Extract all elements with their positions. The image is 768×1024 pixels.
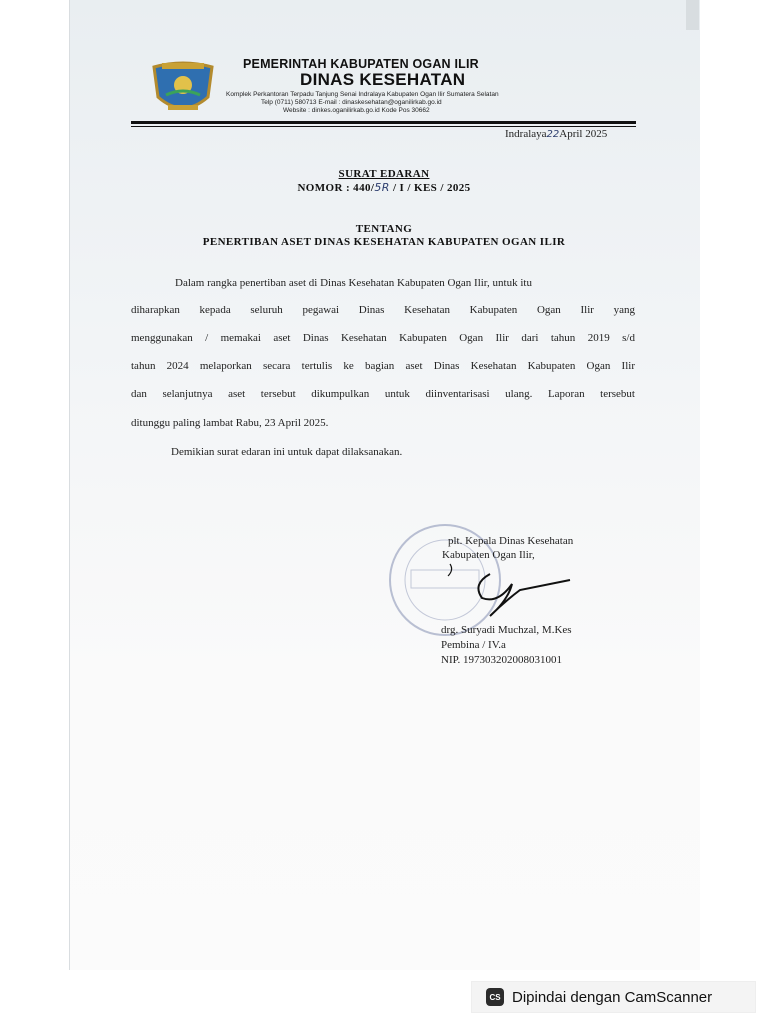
- page-edge: [686, 0, 699, 30]
- signatory-office: Kabupaten Ogan Ilir,: [442, 549, 535, 561]
- body-line: dan selanjutnya aset tersebut dikumpulkan untuk diinventarisasi ulang. Laporan tersebut: [131, 388, 635, 400]
- body-line: ditunggu paling lambat Rabu, 23 April 2025.: [131, 417, 329, 429]
- address-line: Komplek Perkantoran Terpadu Tanjung Senai Indralaya Kabupaten Ogan Ilir Sumatera Selatan: [226, 91, 499, 98]
- body-line: diharapkan kepada seluruh pegawai Dinas Kesehatan Kabupaten Ogan Ilir yang: [131, 304, 635, 316]
- body-line: Dalam rangka penertiban aset di Dinas Kesehatan Kabupaten Ogan Ilir, untuk itu: [175, 277, 532, 289]
- signatory-name: drg. Suryadi Muchzal, M.Kes: [441, 624, 572, 636]
- subject-label: TENTANG: [355, 223, 413, 235]
- signatory-rank: Pembina / IV.a: [441, 639, 506, 651]
- signatory-nip: NIP. 197303202008031001: [441, 654, 563, 666]
- signatory-position: plt. Kepala Dinas Kesehatan: [448, 535, 574, 547]
- letterhead-rule: [131, 121, 636, 124]
- agency-name: DINAS KESEHATAN: [300, 70, 466, 89]
- body-line: tahun 2024 melaporkan secara tertulis ke bagian aset Dinas Kesehatan Kabupaten Ogan Ilir: [131, 360, 635, 372]
- handwritten-number: 5R: [374, 181, 390, 194]
- document-page: [69, 0, 700, 970]
- closing-line: Demikian surat edaran ini untuk dapat dilaksanakan.: [171, 446, 403, 458]
- camscanner-watermark: [471, 981, 756, 1013]
- government-name: PEMERINTAH KABUPATEN OGAN ILIR: [243, 57, 479, 71]
- regency-emblem-icon: [148, 57, 218, 119]
- camscanner-icon: CS: [486, 988, 504, 1006]
- circular-number: NOMOR : 440/5R / I / KES / 2025: [297, 181, 471, 194]
- camscanner-label: Dipindai dengan CamScanner: [512, 988, 713, 1006]
- website-line: Website : dinkes.oganilirkab.go.id Kode Pos 30662: [283, 107, 430, 114]
- circular-title: SURAT EDARAN: [338, 168, 430, 180]
- handwritten-day: 22: [546, 129, 560, 140]
- body-line: menggunakan / memakai aset Dinas Kesehatan Kabupaten Ogan Ilir dari tahun 2019 s/d: [131, 332, 635, 344]
- letter-date: Indralaya22April 2025: [505, 128, 608, 140]
- contact-line: Telp (0711) 580713 E-mail : dinaskesehatan@oganilirkab.go.id: [261, 99, 442, 106]
- letterhead-rule-thin: [131, 126, 636, 127]
- subject-text: PENERTIBAN ASET DINAS KESEHATAN KABUPATEN OGAN ILIR: [202, 236, 566, 248]
